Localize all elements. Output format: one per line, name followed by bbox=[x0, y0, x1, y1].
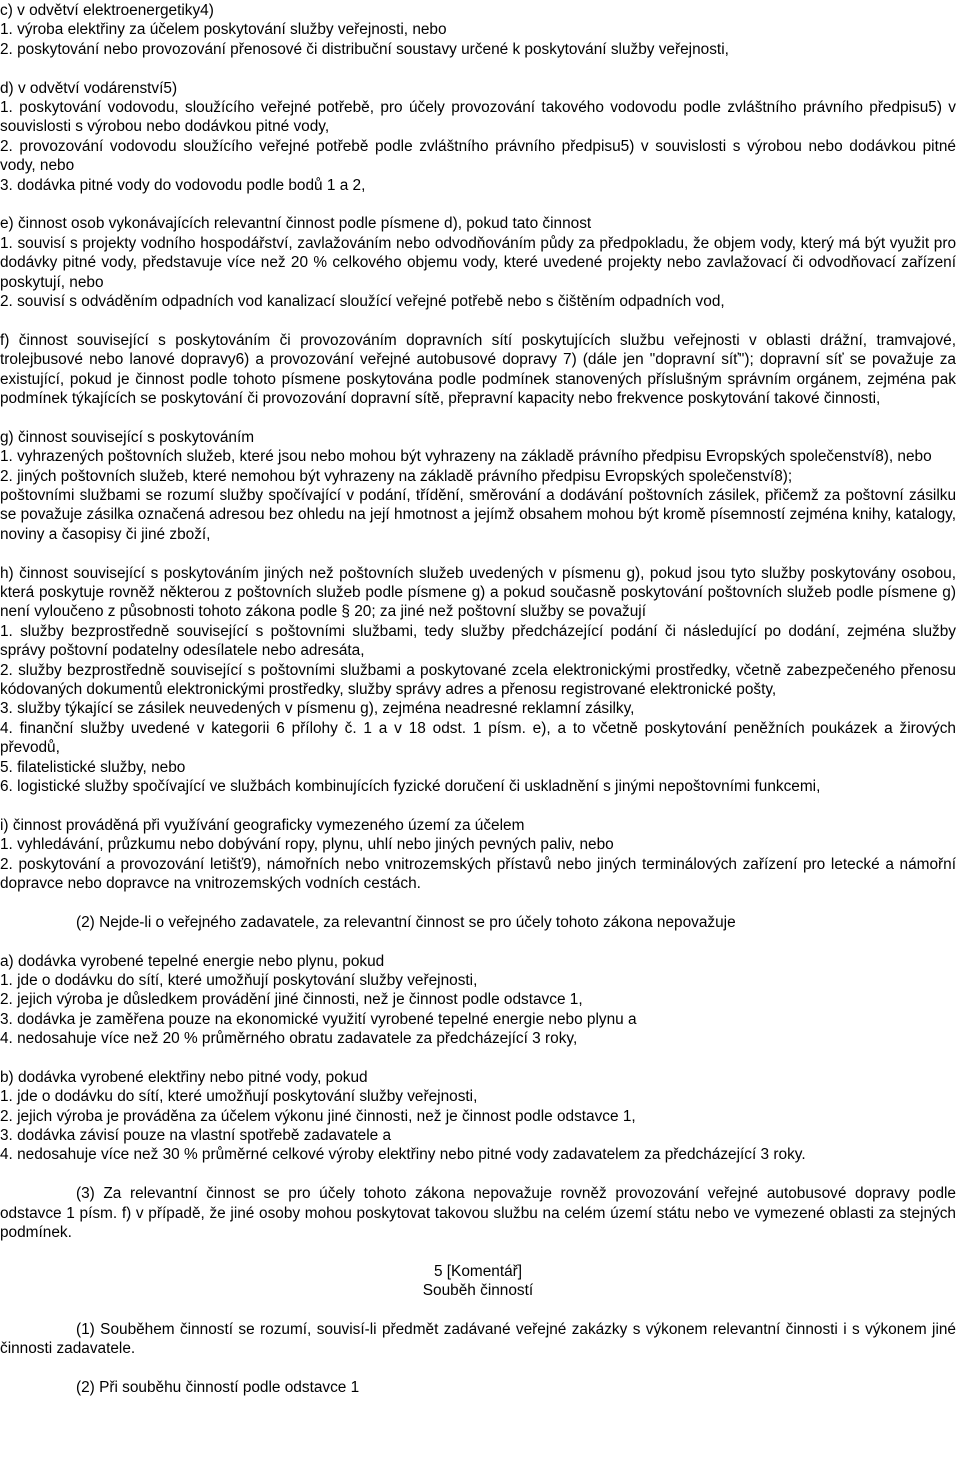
paragraph-spacer bbox=[0, 1165, 956, 1184]
text-paragraph: 2. provozování vodovodu sloužícího veřejné potřebě podle zvláštního právního předpisu5) v souvislosti s výrobou nebo dodávkou pitné vody, nebo bbox=[0, 137, 956, 175]
text-line: 3. dodávka je zaměřena pouze na ekonomické využití vyrobené tepelné energie nebo plynu a bbox=[0, 1010, 637, 1028]
text-line: 1. jde o dodávku do sítí, které umožňují poskytování služby veřejnosti, bbox=[0, 1088, 478, 1106]
paragraph-spacer bbox=[0, 195, 956, 214]
subsection-heading: (2) Nejde-li o veřejného zadavatele, za relevantní činnost se pro účely tohoto zákona nepovažuje bbox=[76, 913, 736, 931]
text-paragraph: 1. poskytování vodovodu, sloužícího veřejné potřebě, pro účely provozování takového vodovodu podle zvláštního právního předpisu5) v souvislosti s výrobou nebo dodávkou pitné vody, bbox=[0, 98, 956, 136]
text-line: b) dodávka vyrobené elektřiny nebo pitné vody, pokud bbox=[0, 1068, 368, 1086]
text-paragraph: 1. vyhrazených poštovních služeb, které jsou nebo mohou být vyhrazeny na základě právního předpisu Evropských společenství8), nebo bbox=[0, 448, 932, 466]
paragraph-spacer bbox=[0, 1359, 956, 1378]
paragraph-spacer bbox=[0, 311, 956, 330]
text-paragraph: h) činnost související s poskytováním jiných než poštovních služeb uvedených v písmenu g), pokud jsou tyto služby poskytovány osobou, která poskytuje rovněž některou z poštovních služeb podle písmene g) a pokud současně poskytování poštovních služeb podle písmene g) není vyloučeno z působnosti tohoto zákona podle § 20; za jiné než poštovní služby se považují bbox=[0, 564, 956, 621]
text-line: 2. jejich výroba je důsledkem provádění jiné činnosti, než je činnost podle odstavce 1, bbox=[0, 991, 583, 1009]
text-line: 1. vyhledávání, průzkumu nebo dobývání ropy, plynu, uhlí nebo jiných pevných paliv, nebo bbox=[0, 836, 614, 854]
paragraph-spacer bbox=[0, 1301, 956, 1320]
text-paragraph: 2. poskytování a provozování letišť9), námořních nebo vnitrozemských přístavů nebo jiných terminálových zařízení pro letecké a námořní dopravce nebo dopravce na vnitrozemských vodních cestách. bbox=[0, 855, 956, 892]
text-line: g) činnost související s poskytováním bbox=[0, 428, 255, 446]
text-line: 4. nedosahuje více než 30 % průměrné celkové výroby elektřiny nebo pitné vody zadavatelem za předcházející 3 roky. bbox=[0, 1146, 806, 1164]
text-line: 2. souvisí s odváděním odpadních vod kanalizací sloužící veřejné potřebě nebo s čištěním odpadních vod, bbox=[0, 292, 725, 310]
text-line: 3. služby týkající se zásilek neuvedených v písmenu g), zejména neadresné reklamní zásilky, bbox=[0, 700, 635, 718]
text-line: c) v odvětví elektroenergetiky4) bbox=[0, 2, 214, 19]
paragraph-spacer bbox=[0, 1242, 956, 1261]
text-paragraph: f) činnost související s poskytováním či provozováním dopravních sítí poskytujících službu veřejnosti v oblasti drážní, tramvajové, trolejbusové nebo lanové dopravy6) a provozování veřejné autobusové dopravy 7) (dále jen "dopravní síť"); dopravní síť se považuje za existující, pokud je činnost podle tohoto písmene poskytována podle podmínek stanovených příslušným správním orgánem, zejména pak podmínek týkajících se poskytování či provozování dopravní sítě, přepravní kapacity nebo frekvence poskytování takové činnosti, bbox=[0, 331, 956, 407]
text-line: 4. nedosahuje více než 20 % průměrného obratu zadavatele za předcházející 3 roky, bbox=[0, 1030, 578, 1048]
text-line: 3. dodávka závisí pouze na vlastní spotřebě zadavatele a bbox=[0, 1127, 392, 1145]
section-heading: Souběh činností bbox=[422, 1282, 534, 1300]
text-line: e) činnost osob vykonávajících relevantní činnost podle písmene d), pokud tato činnost bbox=[0, 215, 592, 233]
text-line: 1. jde o dodávku do sítí, které umožňují poskytování služby veřejnosti, bbox=[0, 971, 478, 989]
text-line: 5. filatelistické služby, nebo bbox=[0, 758, 186, 776]
paragraph-spacer bbox=[0, 59, 956, 78]
paragraph-spacer bbox=[0, 932, 956, 951]
text-paragraph: 4. finanční služby uvedené v kategorii 6 přílohy č. 1 a v 18 odst. 1 písm. e), a to včetně poskytování peněžních poukázek a žirových převodů, bbox=[0, 719, 956, 757]
paragraph-spacer bbox=[0, 1049, 956, 1068]
subsection-paragraph: (3) Za relevantní činnost se pro účely tohoto zákona nepovažuje rovněž provozování veřejné autobusové dopravy podle odstavce 1 písm. f) v případě, že jiné osoby mohou poskytovat takovou službu na celém území státu nebo ve vymezené oblasti za stejných podmínek. bbox=[0, 1185, 956, 1242]
paragraph-spacer bbox=[0, 796, 956, 815]
text-line: i) činnost prováděná při využívání geograficky vymezeného území za účelem bbox=[0, 816, 525, 834]
text-line: a) dodávka vyrobené tepelné energie nebo plynu, pokud bbox=[0, 952, 385, 970]
paragraph-spacer bbox=[0, 544, 956, 563]
subsection-heading: (2) Při souběhu činností podle odstavce 1 bbox=[76, 1379, 360, 1397]
paragraph-spacer bbox=[0, 893, 956, 912]
text-line: 2. jiných poštovních služeb, které nemohou být vyhrazeny na základě právního předpisu Evropských společenství8); bbox=[0, 467, 793, 485]
text-line: 1. výroba elektřiny za účelem poskytování služby veřejnosti, nebo bbox=[0, 21, 447, 39]
text-paragraph: 1. souvisí s projekty vodního hospodářství, zavlažováním nebo odvodňováním půdy za předpokladu, že objem vody, který má být využit pro dodávky pitné vody, představuje více než 20 % celkového objemu vody, které uvedené projekty nebo zavlažovací či odvodňovací zařízení poskytují, nebo bbox=[0, 234, 956, 291]
text-line: d) v odvětví vodárenství5) bbox=[0, 79, 178, 97]
paragraph-spacer bbox=[0, 408, 956, 427]
text-line: 3. dodávka pitné vody do vodovodu podle bodů 1 a 2, bbox=[0, 176, 366, 194]
section-heading: 5 [Komentář] bbox=[433, 1262, 523, 1280]
subsection-paragraph: (1) Souběhem činností se rozumí, souvisí-li předmět zadávané veřejné zakázky s výkonem relevantní činnosti i s výkonem jiné činnosti zadavatele. bbox=[0, 1321, 956, 1358]
text-line: 2. poskytování nebo provozování přenosové či distribuční soustavy určené k poskytování služby veřejnosti, bbox=[0, 40, 729, 58]
text-paragraph: poštovními službami se rozumí služby spočívající v podání, třídění, směrování a dodávání poštovních zásilek, přičemž za poštovní zásilku se považuje zásilka označená adresou bez ohledu na její hmotnost a jejímž obsahem mohou být kromě písemností zejména knihy, katalogy, noviny a časopisy či jiné zboží, bbox=[0, 486, 956, 543]
text-paragraph: 2. služby bezprostředně související s poštovními službami a poskytované zcela elektronickými prostředky, včetně zabezpečeného přenosu kódovaných dokumentů elektronickými prostředky, služby správy adres a přenosu registrované elektronické pošty, bbox=[0, 661, 956, 698]
text-line: 6. logistické služby spočívající ve službách kombinujících fyzické doručení či uskladnění s jinými nepoštovními funkcemi, bbox=[0, 778, 821, 795]
text-paragraph: 1. služby bezprostředně související s poštovními službami, tedy služby předcházející podání či následující po dodání, zejména služby správy poštovní podatelny odesílatele nebo adresáta, bbox=[0, 622, 956, 660]
text-line: 2. jejich výroba je prováděna za účelem výkonu jiné činnosti, než je činnost podle odstavce 1, bbox=[0, 1107, 636, 1125]
